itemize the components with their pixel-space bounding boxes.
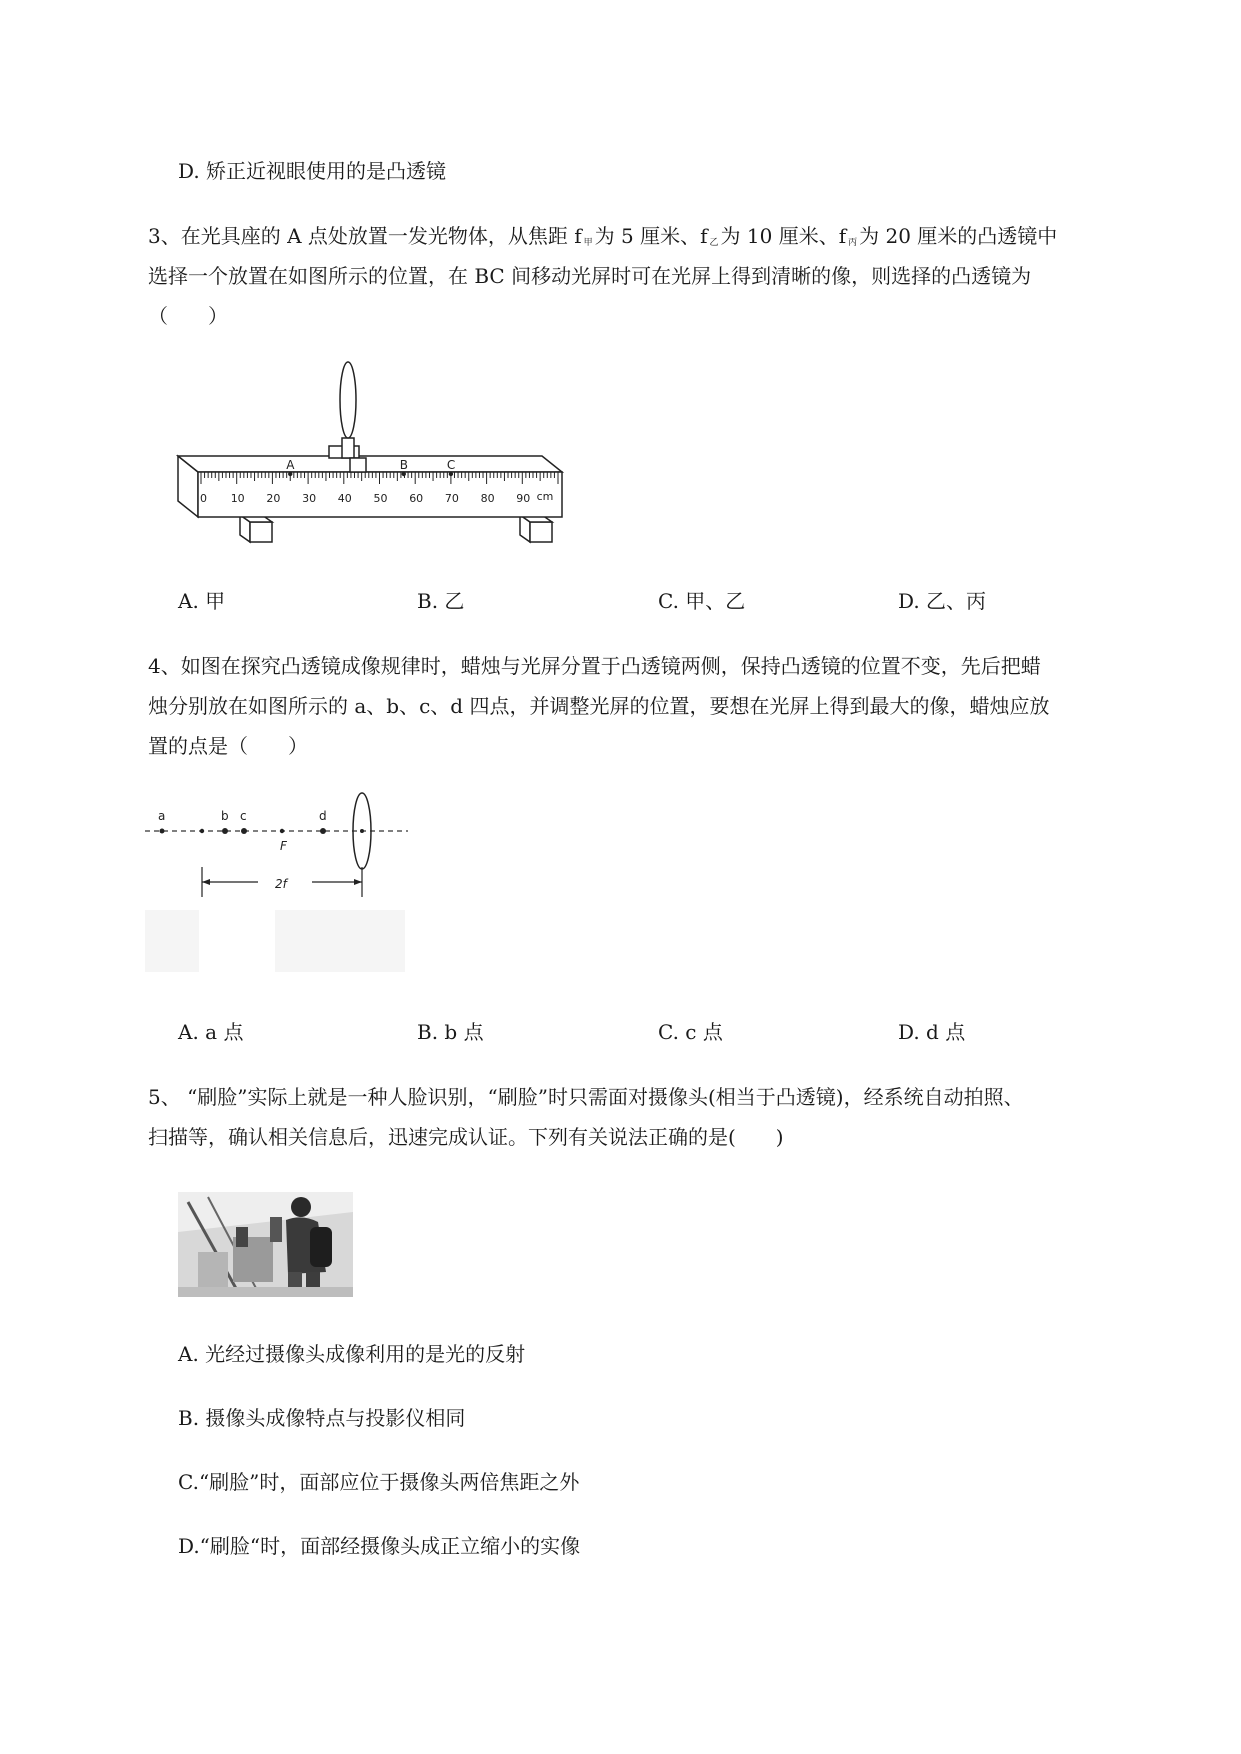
q5-option-d[interactable]: D.“刷脸“时，面部经摄像头成正立缩小的实像 (178, 1534, 581, 1558)
bench-leg-right (520, 515, 552, 542)
bench-point-b (402, 472, 406, 476)
bench-leg-left (240, 515, 272, 542)
q3-option-b[interactable]: B. 乙 (417, 589, 465, 613)
bench-unit-label: cm (536, 490, 554, 503)
q4-lens-figure (140, 792, 420, 922)
lens-center (360, 829, 364, 833)
q5-stem-line2: 扫描等，确认相关信息后，迅速完成认证。下列有关说法正确的是( ) (148, 1125, 784, 1149)
bench-point-a (288, 472, 292, 476)
q3-option-a[interactable]: A. 甲 (178, 589, 226, 613)
face-scan-photo (178, 1192, 353, 1297)
q4-option-c[interactable]: C. c 点 (658, 1020, 723, 1044)
point-c (241, 828, 247, 834)
q4-option-b[interactable]: B. b 点 (417, 1020, 484, 1044)
q2-option-d: D. 矫正近视眼使用的是凸透镜 (178, 159, 447, 183)
scale-label: 60 (409, 492, 424, 505)
q5-option-b[interactable]: B. 摄像头成像特点与投影仪相同 (178, 1406, 466, 1430)
q3-option-c[interactable]: C. 甲、乙 (658, 589, 746, 613)
q5-stem-line1: 5、 “刷脸”实际上就是一种人脸识别，“刷脸”时只需面对摄像头(相当于凸透镜)，经系统自动拍照、 (148, 1085, 1024, 1109)
q5-option-a[interactable]: A. 光经过摄像头成像利用的是光的反射 (178, 1342, 526, 1366)
q4-stem-line1: 4、如图在探究凸透镜成像规律时，蜡烛与光屏分置于凸透镜两侧，保持凸透镜的位置不变，先后把蜡 (148, 654, 1041, 678)
label-focus: F (280, 839, 287, 853)
q4-option-d[interactable]: D. d 点 (898, 1020, 966, 1044)
point-a (160, 829, 165, 834)
scale-label: 40 (337, 492, 352, 505)
scale-label: 20 (266, 492, 281, 505)
point-d (320, 828, 326, 834)
point-2f-marker (200, 829, 204, 833)
optical-bench-figure (170, 360, 610, 555)
bench-point-label-b: B (399, 458, 409, 472)
scale-label: 50 (373, 492, 388, 505)
scale-label: 30 (302, 492, 317, 505)
bench-body (178, 456, 562, 517)
label-c: c (240, 809, 247, 823)
q5-option-c[interactable]: C.“刷脸”时，面部应位于摄像头两倍焦距之外 (178, 1470, 580, 1494)
scale-label: 0 (200, 492, 207, 505)
scale-label: 80 (480, 492, 495, 505)
label-2f: 2f (275, 877, 287, 891)
bench-point-c (449, 472, 453, 476)
label-a: a (158, 809, 166, 823)
q4-option-a[interactable]: A. a 点 (178, 1020, 244, 1044)
q3-stem-line1: 3、在光具座的 A 点处放置一发光物体，从焦距 f $_甲$ 为 5 厘米、f $_乙$ 为 10 厘米、f $_丙$ 为 20 厘米的凸透镜中 (148, 224, 1058, 248)
q3-option-d[interactable]: D. 乙、丙 (898, 589, 987, 613)
point-f (280, 829, 284, 833)
label-b: b (221, 809, 229, 823)
q3-stem-line2: 选择一个放置在如图所示的位置，在 BC 间移动光屏时可在光屏上得到清晰的像，则选择的凸透镜为 (148, 264, 1032, 288)
convex-lens (340, 362, 356, 438)
label-d: d (319, 809, 327, 823)
q4-stem-line3: 置的点是（ ） (148, 734, 308, 758)
point-b (222, 828, 228, 834)
scale-label: 10 (230, 492, 245, 505)
q4-stem-line2: 烛分别放在如图所示的 a、b、c、d 四点，并调整光屏的位置，要想在光屏上得到最大的像，蜡烛应放 (148, 694, 1050, 718)
bench-point-label-c: C (446, 458, 456, 472)
q3-stem-line3: （ ） (148, 304, 228, 328)
scale-label: 90 (516, 492, 531, 505)
bench-point-label-a: A (286, 458, 295, 472)
scale-label: 70 (444, 492, 459, 505)
